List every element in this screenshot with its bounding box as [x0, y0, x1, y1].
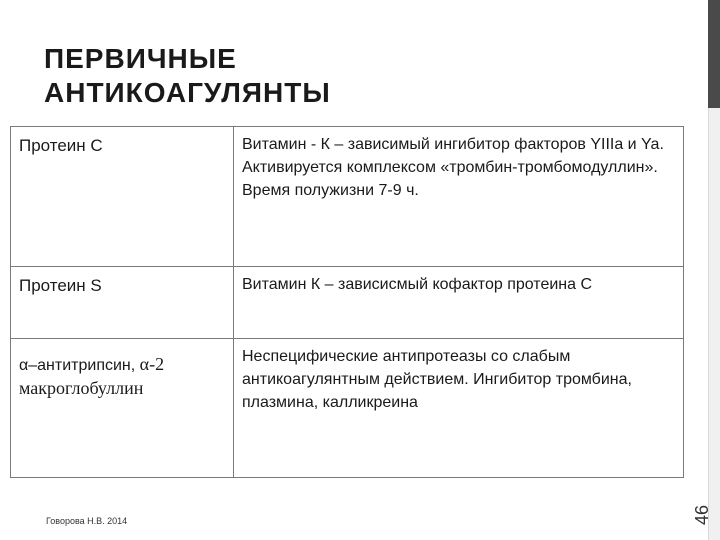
slide-side-bar-accent: [708, 0, 720, 108]
slide-title-line-1: ПЕРВИЧНЫЕ: [44, 43, 237, 74]
row-name: Протеин S: [19, 276, 102, 295]
footer-author: Говорова Н.В. 2014: [46, 516, 128, 526]
row-name: [11, 339, 233, 399]
table-cell-name: [11, 339, 234, 478]
row-description: Неспецифические антипротеазы со слабым антикоагулянтным действием. Ингибитор тромбина, плазмина, калликреина: [242, 348, 632, 411]
table-row: [11, 339, 684, 478]
row-description: Витамин К – зависисмый кофактор протеина С: [242, 276, 593, 293]
table-row: [11, 127, 684, 267]
row-name: Протеин С: [19, 136, 103, 155]
table-cell-name: [11, 267, 234, 339]
row-name-part-1: α–антитрипсин,: [19, 357, 140, 374]
slide-title-line-2: АНТИКОАГУЛЯНТЫ: [44, 77, 331, 108]
table-cell-description: [234, 267, 684, 339]
slide-title: [44, 42, 644, 110]
table-cell-description: [234, 339, 684, 478]
row-description: Витамин - К – зависимый ингибитор факторов YIIIa и Ya. Активируется комплексом «тромбин-тромбомодуллин». Время полужизни 7-9 ч.: [242, 136, 664, 199]
row-name-part-2: α-2 макроглобуллин: [19, 354, 165, 398]
page-number: 46: [692, 504, 712, 526]
table-row: [11, 267, 684, 339]
table-cell-name: [11, 127, 234, 267]
table-cell-description: [234, 127, 684, 267]
anticoagulants-table: [10, 126, 684, 478]
